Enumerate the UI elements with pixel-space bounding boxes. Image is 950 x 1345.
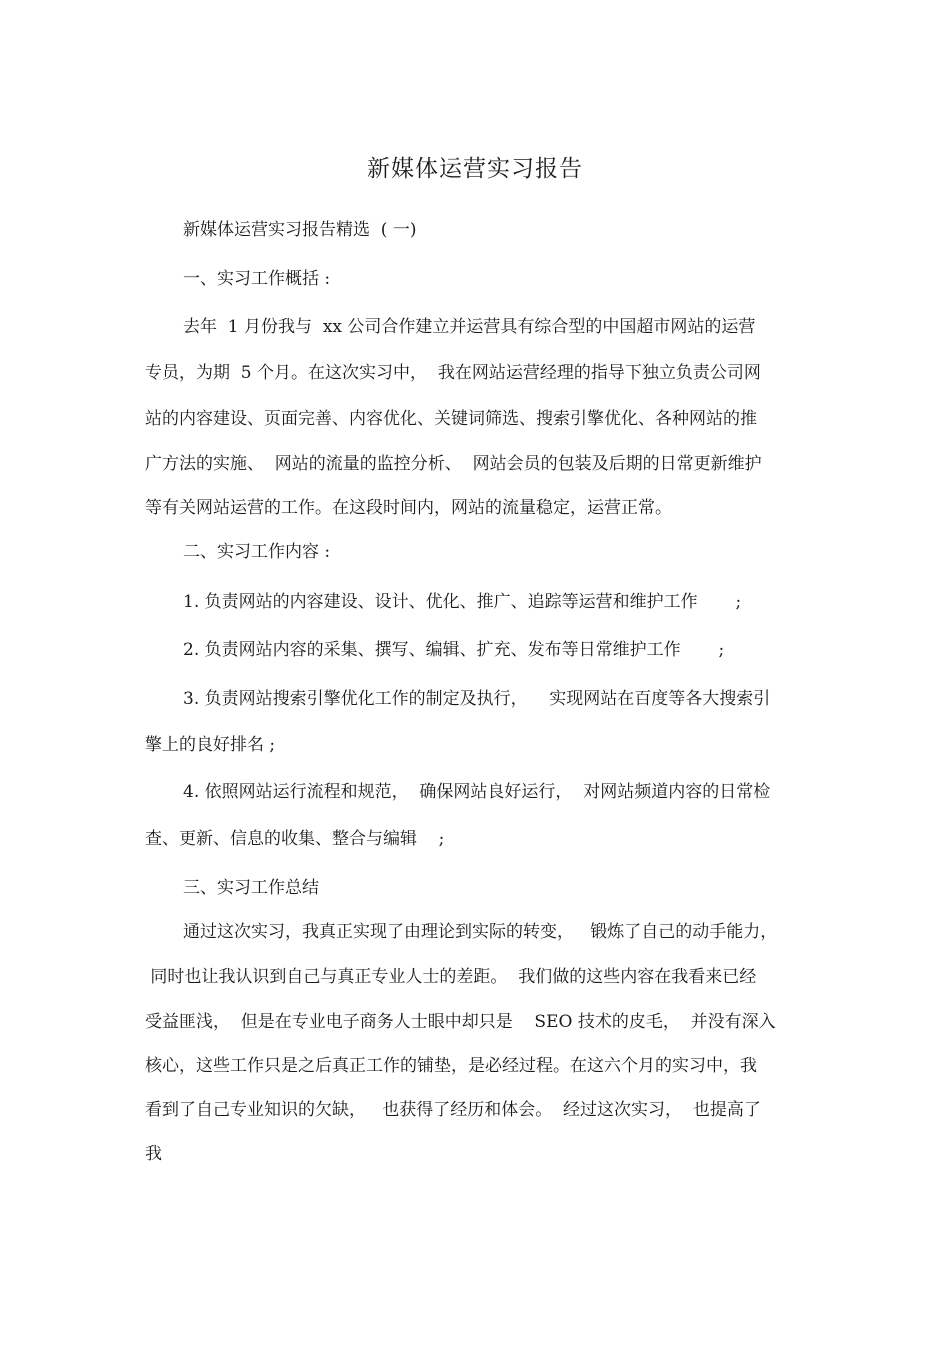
section2-heading: 二、实习工作内容 : — [183, 542, 331, 562]
section2-item: 擎上的良好排名 ; — [145, 735, 276, 755]
section2-item: 1. 负责网站的内容建设、设计、优化、推广、追踪等运营和维护工作 ; — [183, 592, 742, 612]
section3-line: 受益匪浅， 但是在专业电子商务人士眼中却只是 SEO 技术的皮毛， 并没有深入 — [145, 1012, 776, 1032]
section1-line: 等有关网站运营的工作。在这段时间内，网站的流量稳定，运营正常。 — [145, 498, 672, 518]
section3-line: 我 — [145, 1144, 162, 1164]
section1-heading: 一、实习工作概括 : — [183, 269, 331, 289]
section2-item: 3. 负责网站搜索引擎优化工作的制定及执行， 实现网站在百度等各大搜索引 — [183, 689, 771, 709]
section3-line: 通过这次实习，我真正实现了由理论到实际的转变， 锻炼了自己的动手能力， — [183, 922, 778, 942]
section2-item: 2. 负责网站内容的采集、撰写、编辑、扩充、发布等日常维护工作 ; — [183, 640, 725, 660]
section1-line: 去年 1 月份我与 xx 公司合作建立并运营具有综合型的中国超市网站的运营 — [183, 317, 756, 337]
document-title: 新媒体运营实习报告 — [367, 156, 583, 182]
section3-line: 核心，这些工作只是之后真正工作的铺垫，是必经过程。在这六个月的实习中，我 — [145, 1056, 757, 1076]
section3-line: 同时也让我认识到自己与真正专业人士的差距。 我们做的这些内容在我看来已经 — [145, 967, 757, 987]
subtitle: 新媒体运营实习报告精选 ( 一) — [183, 220, 417, 240]
section1-line: 专员，为期 5 个月。在这次实习中， 我在网站运营经理的指导下独立负责公司网 — [145, 363, 761, 383]
section1-line: 站的内容建设、页面完善、内容优化、关键词筛选、搜索引擎优化、各种网站的推 — [145, 409, 757, 429]
section2-item: 4. 依照网站运行流程和规范， 确保网站良好运行， 对网站频道内容的日常检 — [183, 782, 771, 802]
section3-heading: 三、实习工作总结 — [183, 878, 319, 898]
section1-line: 广方法的实施、 网站的流量的监控分析、 网站会员的包装及后期的日常更新维护 — [145, 454, 762, 474]
section2-item: 查、更新、信息的收集、整合与编辑 ; — [145, 829, 445, 849]
section3-line: 看到了自己专业知识的欠缺， 也获得了经历和体会。 经过这次实习， 也提高了 — [145, 1100, 761, 1120]
